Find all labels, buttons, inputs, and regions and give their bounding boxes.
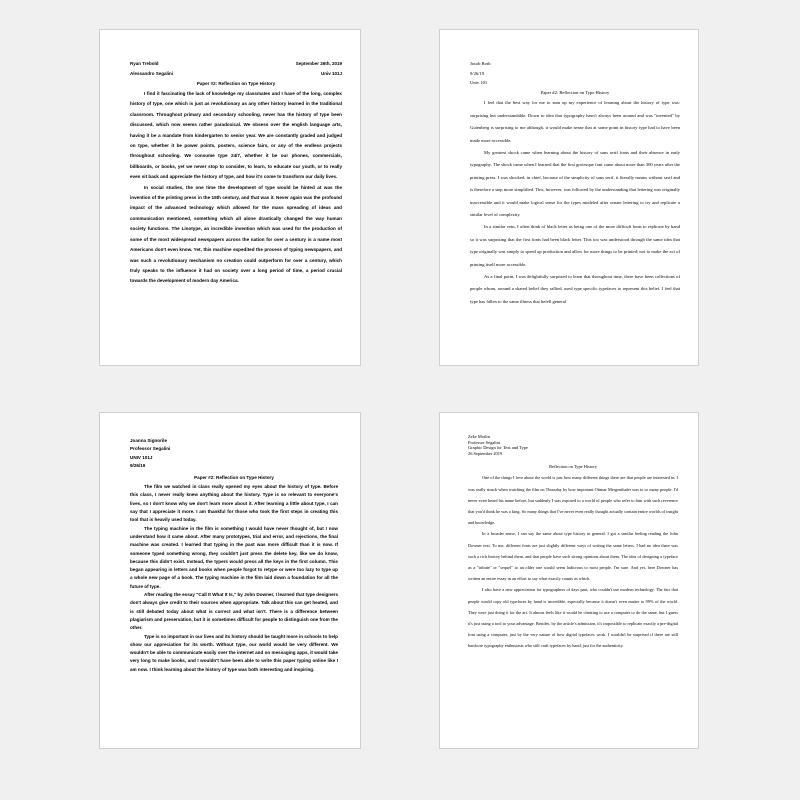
header-row-1	[130, 60, 342, 70]
professor-name: Professor Segalini	[130, 446, 171, 452]
date: September 26th, 2019	[295, 61, 342, 66]
paragraph: One of the things I love about the world is just how many different things there are that people are interested in. I was really struck when watching the film on Thursday by how important Ottmar Mergenthaler was to so many people. I'd never even heard his name before, but suddenly I was exposed to a world of people who refer to him with such reverence that you'd think he was a king. So many things that I've never even really thought actually contain entire worlds of insight and knowledge.	[468, 475, 678, 526]
paragraph: In a similar vein, I often think of black letter as being one of the more difficult fonts to replicate by hand so it was surprising that the first fonts had been black letter. This too was understood through the same idea that type originally was simply to speed up production and allow for more things to be printed; not to make the act of printing itself more accessible.	[470, 224, 680, 267]
paper-title: Reflection on Type History	[549, 464, 597, 470]
author-name: Jacob Roth	[470, 61, 491, 66]
professor-name: Professor Segalini	[468, 439, 501, 445]
page-content	[470, 59, 680, 308]
paper-body	[130, 483, 338, 674]
paragraph: My greatest shock came when learning about the history of sans serif fonts and their absence in early typography. The shock came when I learned that the first grotesque font came about more than 300 years after the printing press. I was shocked, in chief, because of the simplicity of sans serif, it literally means without serif and is therefore a step more simplified. This, however, was followed by the understanding that lettering was originally inaccessible and it would make logical sense for the types modeled after ornate lettering to try and replicate a similar level of complexity.	[470, 150, 680, 218]
course: Univ 101J	[320, 71, 342, 76]
paragraph: The film we watched in class really opened my eyes about the history of type. Before this class, I never really knew anything about the history. Type is so relevant to everyone's lives, so I don't know why we don't learn more about it. After learning a little about type, I can say that I appreciate it more. I am thankful for those who took the first steps in creating this tool that is heavily used today.	[130, 484, 338, 523]
document-page-2	[439, 29, 699, 366]
paper-body	[130, 89, 342, 287]
paragraph: As a final point, I was delightfully surprised to learn that throughout time, there have been collections of people whom, around a shared belief they rallied, used type specific typefaces to represent this belief. I feel that type has fallen to the same illness that befell general	[470, 274, 680, 304]
author-name: Joanna Signorile	[130, 438, 168, 443]
header-row-2	[130, 70, 342, 80]
course: Graphic Design for Text and Type	[468, 445, 528, 451]
course: UNIV 101J	[130, 454, 153, 460]
author-name: Zeke Motlin	[468, 434, 490, 439]
paragraph: I feel that the best way for me to sum up my experience of learning about the history of type was: surprising but understandable. Down to idea that typography hasn't always been around and was "invented" by Gutenberg is surprising to me although, it would make sense that at some point in history type had to have been made more accessible.	[470, 100, 680, 143]
paragraph: In social studies, the one time the development of type would be hinted at was the invention of the printing press in the 15th century, and that was it. Never again was the profound impact of the advanced technology which allowed for the mass spreading of ideas and communication mentioned, something which all alone drastically changed the way human society functions. The Linotype, an incredible invention which was used for the production of some of the most widespread newspapers across the nation for over a century is a name most Americans don't even know. Yet, this machine expedited the process of typing newspapers, and was such a revolutionary mechanism no creation could outperform for over a century, which truly speaks to the influence it had on society over a long period of time, a period crucial towards the development of modern day America.	[130, 184, 342, 284]
paragraph: Type is so important in our lives and its history should be taught more in schools to help show our appreciation for its worth. Without type, our world would be very different. We wouldn't be able to communicate easily over the internet and on messaging apps, it would take very long to make books, and I wouldn't have been able to write this paper typing online like I am now. I think learning about the history of type was both interesting and inspiring.	[130, 633, 338, 672]
date: 26 September 2019	[468, 450, 503, 456]
paper-title: Paper #2: Reflection on Type History	[196, 81, 276, 86]
paragraph: I also have a new appreciation for typographers of days past, who couldn't use modern technology. The fact that people would copy old typefaces by hand is incredible, especially because it doesn't even matter to 99% of the world. They were just doing it for the art. It almost feels like it would be cheating to use a computer to do the same, but I guess it's just using a tool to your advantage. Besides, by the article's admission, it's impossible to replicate exactly a pre-digital font using a computer, just by the very nature of how digital typefaces work. I wouldn't be surprised if there are still hardcore typography enthusiasts who still craft typefaces by hand, just for the authenticity.	[468, 587, 678, 649]
paper-title: Paper #2: Reflection on Type History	[540, 89, 610, 95]
paragraph: The typing machine in the film is something I would have never thought of, but I now understand how it came about. After many prototypes, trial and error, and rejections, the final machine was created. I learned that typing in the past was more difficult than it is now. If someone typed something wrong, they couldn't just press the delete key, like we do know, because this didn't exist. Instead, the typers would press all the keys in the first column. This began appearing in letters and books when people forgot to retype or were too lazy to type up a whole new page of a book. The typing machine in the film laid down a foundation for all the future of type.	[130, 525, 338, 589]
page-content	[130, 437, 338, 674]
page-content	[130, 60, 342, 287]
paragraph: I find it fascinating the lack of knowledge my classmates and I have of the long, complex history of type, one which is just as revolutionary as any other history learned in the traditional classroom. Throughout primary and secondary schooling, never has the history of type been discussed, which now seems rather paradoxical. We obsess over the english language arts, having it be a mandate from kindergarten to senior year. We are constantly graded and judged on type, whether it be power points, posters, science fairs, or any of the endless projects throughout schooling. We consume type 24/7, whether it be our phones, commercials, billboards, or books, yet we never stop to consider, to learn, to educate our youth, or to really even sit back and appreciate the history of type, and how it's come to transform our daily lives.	[130, 91, 342, 180]
professor-name: Alessandro Segalini	[130, 71, 174, 76]
date: 9/26/19	[130, 462, 146, 468]
paragraph: In a broader sense, I can say the same about type history in general. I got a similar feeling reading the John Downer text. To me, different fonts are just slightly different ways of writing the same letters. I had no idea there was such a rich history behind them, and that people have such strong opinions about them. The idea of designing a typeface as a "tribute" or "sequel" to an older one would seem ludicrous to most people, I'm sure. And yet, here Downer has written an entire essay in an effort to say what exactly counts as which.	[468, 531, 678, 582]
date: 9/26/19	[470, 70, 485, 76]
course: Univ 101	[470, 80, 488, 86]
page-content	[468, 434, 678, 652]
paper-body	[470, 97, 680, 308]
document-page-4	[439, 412, 699, 749]
paper-body	[468, 472, 678, 651]
author-name: Ryan Trebold	[130, 61, 159, 66]
paragraph: After reading the essay "Call It What It Is," by John Downer, I learned that type designers don't always give credit to their sources when appropriate. Talk about this can get heated, and is still debated today about what is correct and what isn't. There is a difference between plagiarism and preservation, but it is sometimes difficult for people to distinguish one from the other.	[130, 592, 338, 631]
document-page-1	[99, 29, 361, 366]
paper-title: Paper #2: Reflection on Type History	[194, 475, 274, 481]
document-page-3	[99, 412, 361, 749]
